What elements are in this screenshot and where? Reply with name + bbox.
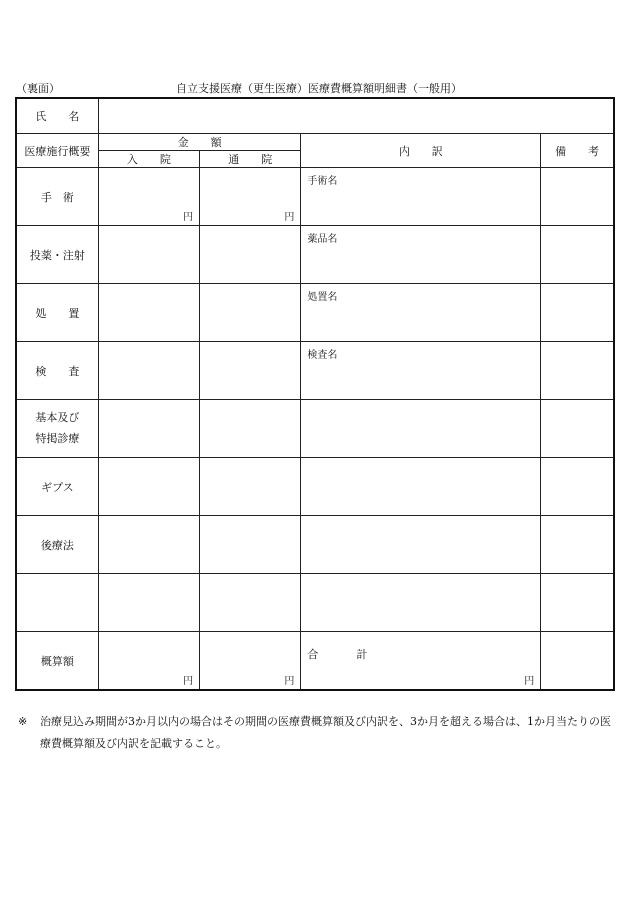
outpatient-amount-field[interactable] <box>200 574 301 632</box>
row-label-blank-field[interactable] <box>16 574 98 632</box>
amount-label: 金 額 <box>98 134 301 151</box>
sum-field[interactable] <box>301 632 541 691</box>
page-side-label: （裏面） <box>16 82 60 95</box>
row-treatment <box>16 284 614 342</box>
detail-field[interactable] <box>301 342 541 400</box>
detail-field[interactable] <box>301 168 541 226</box>
outpatient-amount-field[interactable] <box>200 342 301 400</box>
total-label: 概算額 <box>16 632 98 691</box>
inpatient-amount-field[interactable] <box>98 458 199 516</box>
row-examination <box>16 342 614 400</box>
outpatient-label: 通 院 <box>200 151 301 168</box>
inpatient-label: 入 院 <box>98 151 199 168</box>
outpatient-amount-field[interactable] <box>200 284 301 342</box>
remarks-field[interactable] <box>541 574 614 632</box>
medical-cost-form <box>15 97 615 691</box>
row-label: 検 査 <box>16 342 98 400</box>
sum-label-wrap <box>307 646 532 662</box>
inpatient-amount-field[interactable] <box>98 168 199 226</box>
yen-unit: 円 <box>183 676 194 687</box>
remarks-field[interactable] <box>541 400 614 458</box>
note-text: 治療見込み期間が3か月以内の場合はその期間の医療費概算額及び内訳を、3か月を超える場合は、1か月当たりの医療費概算額及び内訳を記載すること。 <box>40 715 611 750</box>
row-total <box>16 632 614 691</box>
name-label: 氏 名 <box>16 98 98 134</box>
outpatient-amount-field[interactable] <box>200 516 301 574</box>
remarks-field[interactable] <box>541 226 614 284</box>
inpatient-amount-field[interactable] <box>98 226 199 284</box>
row-label: 手 術 <box>16 168 98 226</box>
yen-unit: 円 <box>183 212 194 223</box>
remarks-label: 備 考 <box>541 134 614 168</box>
sum-label-b: 計 <box>356 648 368 661</box>
name-field[interactable] <box>98 98 614 134</box>
remarks-field[interactable] <box>541 632 614 691</box>
detail-item-label: 処置名 <box>307 292 338 303</box>
remarks-field[interactable] <box>541 516 614 574</box>
detail-field[interactable] <box>301 458 541 516</box>
inpatient-amount-field[interactable] <box>98 400 199 458</box>
outpatient-amount-field[interactable] <box>200 458 301 516</box>
row-cast <box>16 458 614 516</box>
detail-field[interactable] <box>301 226 541 284</box>
outpatient-amount-field[interactable] <box>200 168 301 226</box>
form-title: 自立支援医療（更生医療）医療費概算額明細書（一般用） <box>176 82 462 95</box>
row-label: 後療法 <box>16 516 98 574</box>
inpatient-amount-field[interactable] <box>98 284 199 342</box>
detail-field[interactable] <box>301 400 541 458</box>
row-label: ギプス <box>16 458 98 516</box>
note-mark: ※ <box>18 715 28 728</box>
outpatient-amount-field[interactable] <box>200 400 301 458</box>
outline-label: 医療施行概要 <box>16 134 98 168</box>
detail-item-label: 薬品名 <box>307 234 338 245</box>
sum-label-a: 合 <box>307 648 319 661</box>
outpatient-amount-field[interactable] <box>200 226 301 284</box>
sum-label <box>307 646 367 662</box>
yen-unit: 円 <box>284 676 295 687</box>
remarks-field[interactable] <box>541 284 614 342</box>
remarks-field[interactable] <box>541 168 614 226</box>
row-blank <box>16 574 614 632</box>
row-basic-special <box>16 400 614 458</box>
detail-item-label: 手術名 <box>307 176 338 187</box>
remarks-field[interactable] <box>541 458 614 516</box>
yen-unit: 円 <box>284 212 295 223</box>
inpatient-total-field[interactable] <box>98 632 199 691</box>
inpatient-amount-field[interactable] <box>98 342 199 400</box>
row-label-line: 基本及び <box>35 410 80 424</box>
row-surgery <box>16 168 614 226</box>
footnote <box>18 711 614 755</box>
inpatient-amount-field[interactable] <box>98 574 199 632</box>
row-label: 投薬・注射 <box>16 226 98 284</box>
outpatient-total-field[interactable] <box>200 632 301 691</box>
row-label-line: 特掲診療 <box>35 431 80 445</box>
row-aftercare <box>16 516 614 574</box>
detail-field[interactable] <box>301 574 541 632</box>
inpatient-amount-field[interactable] <box>98 516 199 574</box>
yen-unit: 円 <box>524 676 535 687</box>
row-label <box>16 400 98 458</box>
row-medication <box>16 226 614 284</box>
remarks-field[interactable] <box>541 342 614 400</box>
detail-item-label: 検査名 <box>307 350 338 361</box>
row-label: 処 置 <box>16 284 98 342</box>
detail-label: 内 訳 <box>301 134 541 168</box>
detail-field[interactable] <box>301 516 541 574</box>
detail-field[interactable] <box>301 284 541 342</box>
